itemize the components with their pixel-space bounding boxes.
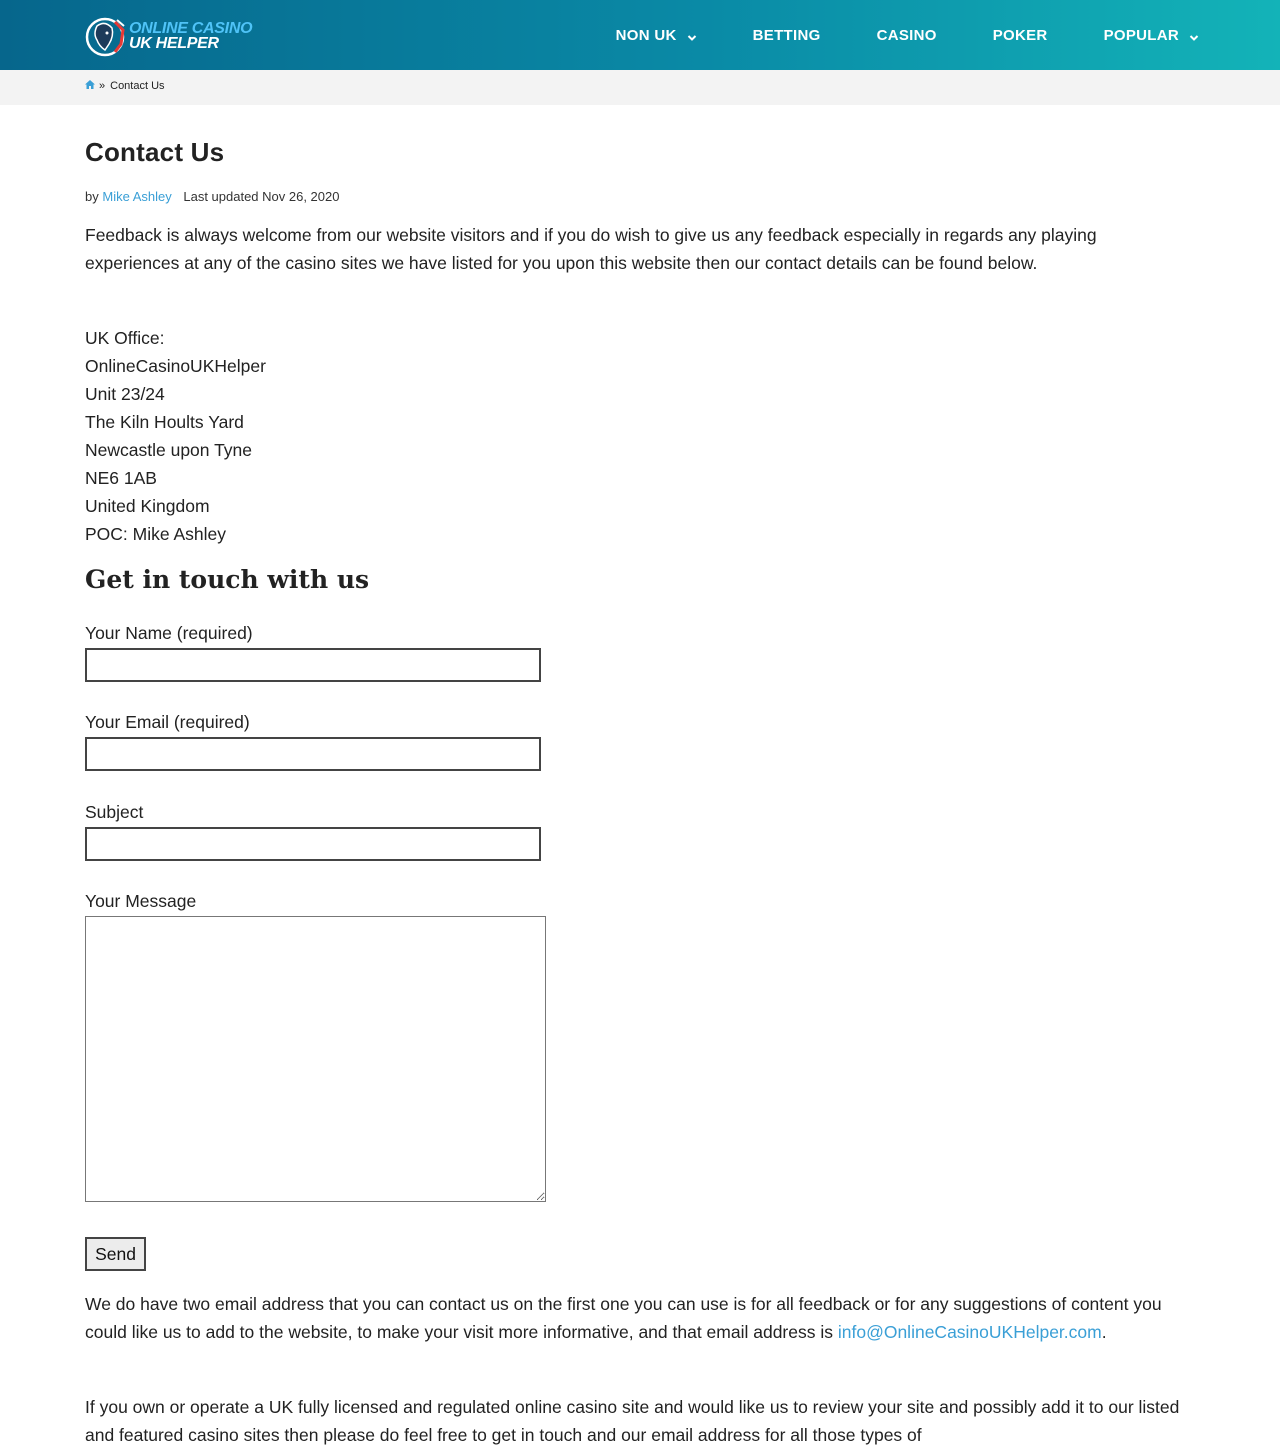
page-title: Contact Us [85,137,225,167]
name-label: Your Name (required) [85,623,253,643]
name-input[interactable] [85,648,541,682]
address-line: NE6 1AB [85,468,157,488]
form-heading: Get in touch with us [85,565,370,594]
nav-poker[interactable] [993,27,1048,44]
message-textarea[interactable] [85,916,546,1202]
chevron-down-icon [1189,30,1199,40]
last-updated: Last updated Nov 26, 2020 [183,189,340,204]
nav-non-uk-label: NON UK [615,26,677,44]
nav-popular[interactable] [1104,27,1199,44]
message-label: Your Message [85,891,197,911]
address-line: United Kingdom [85,496,210,516]
operator-paragraph: If you own or operate a UK fully licensed and regulated online casino site and would like us to review your site and possibly add it to our listed and featured casino sites then please do feel free to get in touch and our email address for all those types of [85,1397,1180,1445]
breadcrumb-current: Contact Us [110,80,165,92]
subject-input[interactable] [85,827,541,861]
email-paragraph [85,1290,1195,1346]
logo-line-2: UK HELPER [129,35,219,52]
main-nav [560,0,1199,70]
email-label: Your Email (required) [85,712,250,732]
office-address [85,324,266,548]
site-logo[interactable] [85,12,252,60]
email-paragraph-end: . [1101,1322,1107,1342]
breadcrumb [85,80,165,92]
chevron-down-icon [687,30,697,40]
address-line: Newcastle upon Tyne [85,440,253,460]
subject-label: Subject [85,802,144,822]
breadcrumb-bar [0,70,1280,105]
email-input[interactable] [85,737,541,771]
address-heading: UK Office: [85,328,165,348]
logo-line-1: ONLINE CASINO [129,20,253,37]
send-button[interactable]: Send [85,1237,146,1271]
logo-wordmark [129,21,252,51]
intro-paragraph: Feedback is always welcome from our website visitors and if you do wish to give us any feedback especially in regards any playing experiences at any of the casino sites we have listed for you upon this website then our contact details can be found below. [85,225,1097,273]
home-icon[interactable] [85,80,95,92]
nav-betting[interactable] [753,27,821,44]
nav-popular-label: POPULAR [1103,26,1179,44]
email-link[interactable]: info@OnlineCasinoUKHelper.com [837,1322,1102,1342]
post-meta [85,189,339,204]
email-paragraph-text: We do have two email address that you can contact us on the first one you can use is for all feedback or for any suggestions of content you could like us to add to the website, to make your visit more informative, and that email address is [85,1294,1162,1342]
site-header [0,0,1280,70]
address-line: Unit 23/24 [85,384,165,404]
address-line: POC: Mike Ashley [85,524,227,544]
nav-casino[interactable] [877,27,937,44]
nav-betting-label: BETTING [752,26,821,44]
address-line: The Kiln Hoults Yard [85,412,244,432]
nav-casino-label: CASINO [876,26,937,44]
by-label: by [85,189,99,204]
lion-crest-icon [85,14,125,58]
author-link[interactable]: Mike Ashley [102,189,172,204]
nav-poker-label: POKER [992,26,1048,44]
breadcrumb-separator: » [99,80,106,92]
address-line: OnlineCasinoUKHelper [85,356,266,376]
nav-non-uk[interactable] [616,27,697,44]
